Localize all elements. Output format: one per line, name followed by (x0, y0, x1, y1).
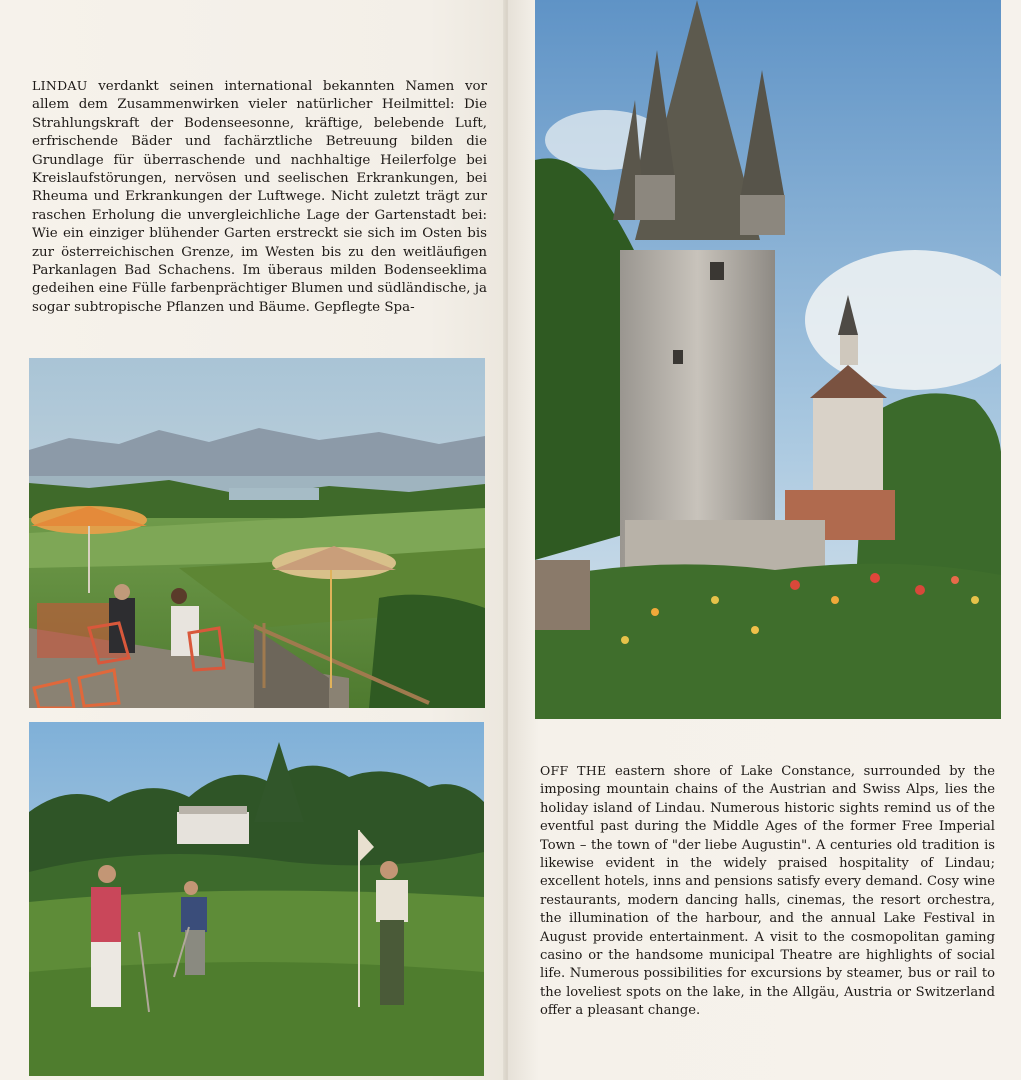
english-text (540, 762, 995, 1021)
german-body: verdankt seinen international bekannten Namen vor allem dem Zusammenwirken vieler natürlicher Heilmittel: Die Strahlungskraft der Bodenseesonne, kräftige, belebende Luft, erfrischende Bäder und fachärztliche Betreuung bilden die Grundlage für überraschende und nachhaltige Heilerfolge bei Kreislaufstörungen, nervösen und seelischen Erkrankungen, bei Rheuma und Erkrankungen der Luftwege. Nicht zuletzt trägt zur raschen Erholung die unvergleichliche Lage der Gartenstadt bei: Wie ein einziger blühender Garten erstreckt sie sich im Osten bis zur österreichischen Grenze, im Westen bis zu den weitläufigen Parkanlagen Bad Schachens. Im überaus milden Bodenseeklima gedeihen eine Fülle farbenprächtiger Blumen und südländische, ja sogar subtropische Pflanzen und Bäume. Gepflegte Spa- (32, 79, 487, 315)
german-lead-word: LINDAU (32, 78, 88, 93)
english-lead-word: OFF THE (540, 763, 607, 778)
terrace-photo (29, 358, 485, 708)
left-page (0, 0, 505, 1080)
german-text (32, 77, 487, 317)
english-body: eastern shore of Lake Constance, surrounded by the imposing mountain chains of the Austrian and Swiss Alps, lies the holiday island of Lindau. Numerous historic sights remind us of the eventful past during the Middle Ages of the former Free Imperial Town – the town of "der liebe Augustin". A centuries old tradition is likewise evident in the widely praised hospitality of Lindau; excellent hotels, inns and pensions satisfy every demand. Cosy wine restaurants, modern dancing halls, cinemas, the resort orchestra, the illumination of the harbour, and the annual Lake Festival in August provide entertainment. A visit to the cosmopolitan gaming casino or the handsome municipal Theatre are highlights of social life. Numerous possibilities for excursions by steamer, bus or rail to the loveliest spots on the lake, in the Allgäu, Austria or Switzerland offer a pleasant change. (540, 764, 996, 1019)
tower-photo (535, 0, 1001, 719)
golf-photo (29, 722, 484, 1076)
